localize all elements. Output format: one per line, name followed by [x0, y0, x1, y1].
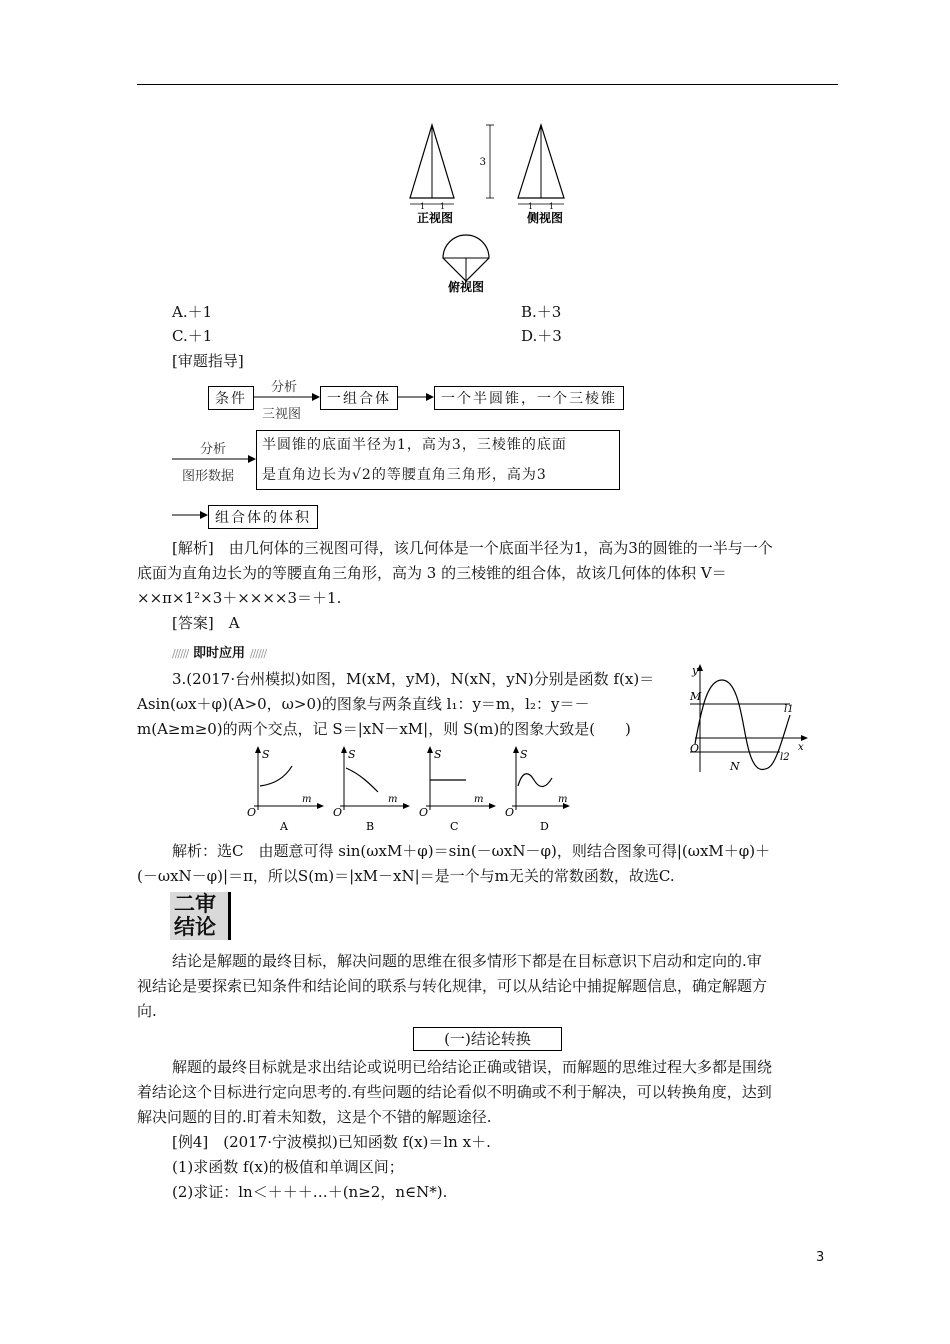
axis-m-label: m	[558, 794, 568, 805]
page-number: 3	[816, 1250, 825, 1265]
sine-curve	[695, 680, 790, 770]
sine-figure	[680, 660, 815, 780]
three-view-figure	[400, 118, 590, 298]
choice-graph-a	[247, 746, 324, 833]
option-a: A.＋1	[172, 303, 213, 321]
flow-box-data	[256, 430, 620, 490]
problem3-line2: Asin(ωx＋φ)(A>0，ω>0)的图象与两条直线 l₁：y＝m，l₂：y＝－	[137, 695, 590, 713]
choice-a-label: A	[280, 820, 288, 833]
choice-graph-b	[333, 746, 410, 833]
dim-one-label: 1	[528, 202, 534, 211]
fig-l1-label: l1	[784, 704, 794, 715]
height-label: 3	[479, 157, 486, 168]
flow-arrow-2	[398, 392, 434, 402]
flow-box-data-line2a: 是直角边长为	[262, 467, 352, 483]
fig-x-label: x	[798, 742, 804, 753]
apply-header-text: 即时应用	[193, 646, 246, 661]
flow-box-data-line2b: 的等腰直角三角形，高为3	[371, 467, 547, 483]
solution3-line2: (－ωxN－φ)|＝π，所以S(m)＝|xM－xN|＝是一个与m无关的常数函数，故选C.	[137, 867, 675, 885]
hatch-right-icon: //////	[249, 647, 267, 660]
flow-arrow-3	[172, 454, 256, 464]
section-para2-line3: 解决问题的目的.盯着未知数，这是个不错的解题途径.	[137, 1108, 492, 1126]
option-d: D.＋3	[521, 327, 562, 345]
example-line: [例4] (2017·宁波模拟)已知函数 f(x)＝ln x＋.	[172, 1133, 491, 1151]
option-b: B.＋3	[521, 303, 562, 321]
flow-arrow-1	[254, 392, 320, 402]
flow-arrow2-bottom: 图形数据	[182, 469, 235, 484]
dim-one-label: 1	[440, 202, 446, 211]
side-view-label: 侧视图	[527, 211, 564, 225]
fig-y-label: y	[692, 664, 699, 677]
guide-title: [审题指导]	[172, 352, 244, 370]
axis-s-label: S	[434, 748, 442, 761]
fig-o-label: O	[690, 742, 700, 755]
analysis-line1: [解析] 由几何体的三视图可得，该几何体是一个底面半径为1，高为3的圆锥的一半与一个	[172, 539, 773, 557]
analysis-line2: 底面为直角边长为的等腰直角三角形，高为 3 的三棱锥的组合体，故该几何体的体积 V＝	[137, 564, 727, 582]
front-view-label: 正视图	[417, 211, 454, 225]
flow-arrow1-top: 分析	[271, 380, 298, 395]
badge-line2: 结论	[174, 915, 216, 939]
axis-o-label: O	[333, 806, 343, 819]
section-para1-line3: 向.	[137, 1002, 157, 1020]
fig-l2-label: l2	[780, 752, 790, 763]
question2-line: (2)求证：ln＜＋＋＋…＋(n≥2，n∈N*).	[172, 1183, 448, 1201]
flow-box-composite: 一组合体	[320, 386, 398, 410]
dim-one-label: 1	[420, 202, 426, 211]
axis-o-label: O	[419, 806, 429, 819]
axis-m-label: m	[302, 794, 312, 805]
badge-line1: 二审	[174, 892, 216, 916]
sub-title-box: (一)结论转换	[413, 1027, 562, 1051]
fig-m-label: M	[690, 690, 702, 703]
analysis-line3: ××π×1²×3＋××××3＝＋1.	[137, 589, 342, 607]
axis-m-label: m	[388, 794, 398, 805]
fig-n-label: N	[730, 760, 740, 773]
flow-arrow1-bottom: 三视图	[262, 407, 302, 422]
question1-line: (1)求函数 f(x)的极值和单调区间；	[172, 1158, 404, 1176]
axis-s-label: S	[520, 748, 528, 761]
axis-o-label: O	[247, 806, 257, 819]
section-badge	[170, 892, 231, 940]
problem3-line3: m(A≥m≥0)的两个交点，记 S＝|xN－xM|，则 S(m)的图象大致是( )	[137, 720, 631, 738]
section-para2-line2: 着结论这个目标进行定向思考的.有些问题的结论看似不明确或不利于解决，可以转换角度，达到	[137, 1083, 772, 1101]
choice-d-label: D	[540, 820, 549, 833]
header-rule	[137, 84, 838, 85]
sqrt-two: √2	[352, 467, 372, 483]
axis-s-label: S	[262, 748, 270, 761]
axis-o-label: O	[505, 806, 515, 819]
top-view-label: 俯视图	[448, 280, 485, 294]
option-c: C.＋1	[172, 327, 213, 345]
choice-b-label: B	[366, 820, 375, 833]
axis-m-label: m	[474, 794, 484, 805]
dim-one-label: 1	[549, 202, 555, 211]
flow-box-data-line2	[262, 464, 547, 484]
answer-line: [答案] A	[172, 614, 240, 632]
flow-box-volume: 组合体的体积	[208, 505, 318, 529]
flow-box-condition: 条件	[208, 386, 254, 410]
choice-graph-d	[505, 746, 570, 833]
apply-header	[172, 642, 266, 661]
section-para1-line1: 结论是解题的最终目标，解决问题的思维在很多情形下都是在目标意识下启动和定向的.审	[172, 952, 762, 970]
flow-arrow-4	[172, 510, 208, 520]
flow-box-data-line1: 半圆锥的底面半径为1，高为3，三棱锥的底面	[262, 437, 567, 453]
flow-box-parts: 一个半圆锥，一个三棱锥	[434, 386, 624, 410]
axis-s-label: S	[348, 748, 356, 761]
choice-graph-c	[419, 746, 496, 833]
problem3-line1: 3.(2017·台州模拟)如图，M(xM，yM)，N(xN，yN)分别是函数 f(x)＝	[172, 670, 655, 688]
section-para1-line2: 视结论是要探索已知条件和结论间的联系与转化规律，可以从结论中捕捉解题信息，确定解题方	[137, 977, 768, 995]
choice-c-label: C	[450, 820, 459, 833]
flow-arrow2-top: 分析	[200, 442, 227, 457]
solution3-line1: 解析：选C 由题意可得 sin(ωxM＋φ)＝sin(－ωxN－φ)，则结合图象可得|(ωxM＋φ)＋	[172, 842, 771, 860]
section-para2-line1: 解题的最终目标就是求出结论或说明已给结论正确或错误，而解题的思维过程大多都是围绕	[172, 1058, 773, 1076]
hatch-left-icon: //////	[172, 647, 189, 660]
choice-graphs	[240, 744, 580, 836]
